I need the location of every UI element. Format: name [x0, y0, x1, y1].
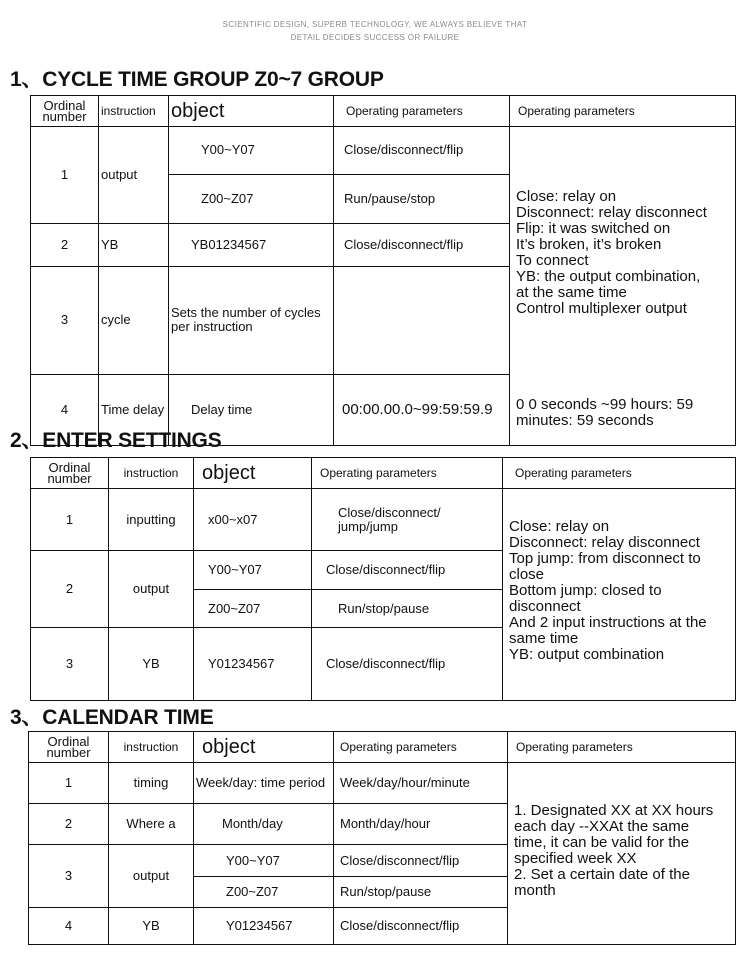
row-number: 4: [29, 908, 109, 945]
tagline-line-2: DETAIL DECIDES SUCCESS OR FAILURE: [290, 33, 460, 42]
row-number: 2: [31, 223, 99, 266]
header-ordinal: Ordinal number: [31, 96, 99, 127]
section3-notes: 1. Designated XX at XX hours each day --XXAt the same time, it can be valid for the specified week XX 2. Set a certain date of the month: [508, 763, 736, 945]
row-params: [334, 267, 510, 375]
row-object: Month/day: [194, 804, 334, 845]
row-object: Z00~Z07: [194, 590, 312, 628]
header-object: object: [194, 732, 334, 763]
section2-notes: Close: relay on Disconnect: relay disconnect Top jump: from disconnect to close Bottom jump: closed to disconnect And 2 input instructions at the same time YB: output combination: [503, 489, 736, 701]
row-instruction: Where a: [109, 804, 194, 845]
row-params: Close/disconnect/flip: [312, 551, 503, 590]
header-instruction: instruction: [109, 458, 194, 489]
row-params: Close/disconnect/flip: [312, 628, 503, 701]
row-instruction: output: [99, 127, 169, 224]
row-number: 3: [31, 267, 99, 375]
section3-table: [28, 731, 736, 945]
row-params: Run/stop/pause: [334, 877, 508, 908]
row-object: Y00~Y07: [169, 127, 334, 175]
header-object: object: [169, 96, 334, 127]
header-instruction: instruction: [99, 96, 169, 127]
header-params: Operating parameters: [334, 732, 508, 763]
row-object: Y01234567: [194, 908, 334, 945]
row-instruction: Time delay: [99, 374, 169, 445]
row-number: 4: [31, 374, 99, 445]
row-instruction: YB: [109, 628, 194, 701]
row-number: 1: [31, 489, 109, 551]
row-number: 3: [29, 845, 109, 908]
row-number: 1: [31, 127, 99, 224]
section1-notes-time: 0 0 seconds ~99 hours: 59 minutes: 59 seconds: [516, 396, 694, 429]
header-ordinal: Ordinal number: [31, 458, 109, 489]
row-instruction: output: [109, 845, 194, 908]
row-params: 00:00.00.0~99:59:59.9: [334, 374, 510, 445]
header-params-2: Operating parameters: [503, 458, 736, 489]
row-params: Close/disconnect/flip: [334, 908, 508, 945]
section2-table: [30, 457, 736, 701]
row-params: Close/disconnect/flip: [334, 845, 508, 877]
row-object: Z00~Z07: [169, 174, 334, 223]
row-object: Week/day: time period: [194, 763, 334, 804]
row-params: Week/day/hour/minute: [334, 763, 508, 804]
row-object: Sets the number of cycles per instruction: [169, 267, 334, 375]
row-instruction: inputting: [109, 489, 194, 551]
header-params-2: Operating parameters: [510, 96, 736, 127]
header-ordinal: Ordinal number: [29, 732, 109, 763]
row-params: Month/day/hour: [334, 804, 508, 845]
row-instruction: YB: [109, 908, 194, 945]
row-object: x00~x07: [194, 489, 312, 551]
row-object: Y00~Y07: [194, 551, 312, 590]
row-params: Close/disconnect/ jump/jump: [312, 489, 503, 551]
row-object: Y01234567: [194, 628, 312, 701]
row-instruction: YB: [99, 223, 169, 266]
row-instruction: timing: [109, 763, 194, 804]
header-params-2: Operating parameters: [508, 732, 736, 763]
header-params: Operating parameters: [312, 458, 503, 489]
row-params: Run/stop/pause: [312, 590, 503, 628]
section1-table: [30, 95, 736, 446]
section1-title: 1、CYCLE TIME GROUP Z0~7 GROUP: [10, 68, 384, 91]
header-object: object: [194, 458, 312, 489]
header-instruction: instruction: [109, 732, 194, 763]
row-object: Y00~Y07: [194, 845, 334, 877]
section3-title: 3、CALENDAR TIME: [10, 706, 214, 729]
row-number: 3: [31, 628, 109, 701]
row-instruction: output: [109, 551, 194, 628]
row-params: Run/pause/stop: [334, 174, 510, 223]
header-params: Operating parameters: [334, 96, 510, 127]
tagline-line-1: SCIENTIFIC DESIGN, SUPERB TECHNOLOGY, WE ALWAYS BELIEVE THAT: [222, 20, 528, 29]
row-number: 1: [29, 763, 109, 804]
row-object: Z00~Z07: [194, 877, 334, 908]
row-number: 2: [29, 804, 109, 845]
section1-notes: Close: relay on Disconnect: relay disconnect Flip: it was switched on It’s broken, it’s broken To connect YB: the output combination, at the same time Control multiplexer output: [516, 188, 707, 317]
row-params: Close/disconnect/flip: [334, 127, 510, 175]
section2-title: 2、ENTER SETTINGS: [10, 429, 222, 452]
row-instruction: cycle: [99, 267, 169, 375]
row-number: 2: [31, 551, 109, 628]
row-object: Delay time: [169, 374, 334, 445]
row-object: YB01234567: [169, 223, 334, 266]
row-params: Close/disconnect/flip: [334, 223, 510, 266]
